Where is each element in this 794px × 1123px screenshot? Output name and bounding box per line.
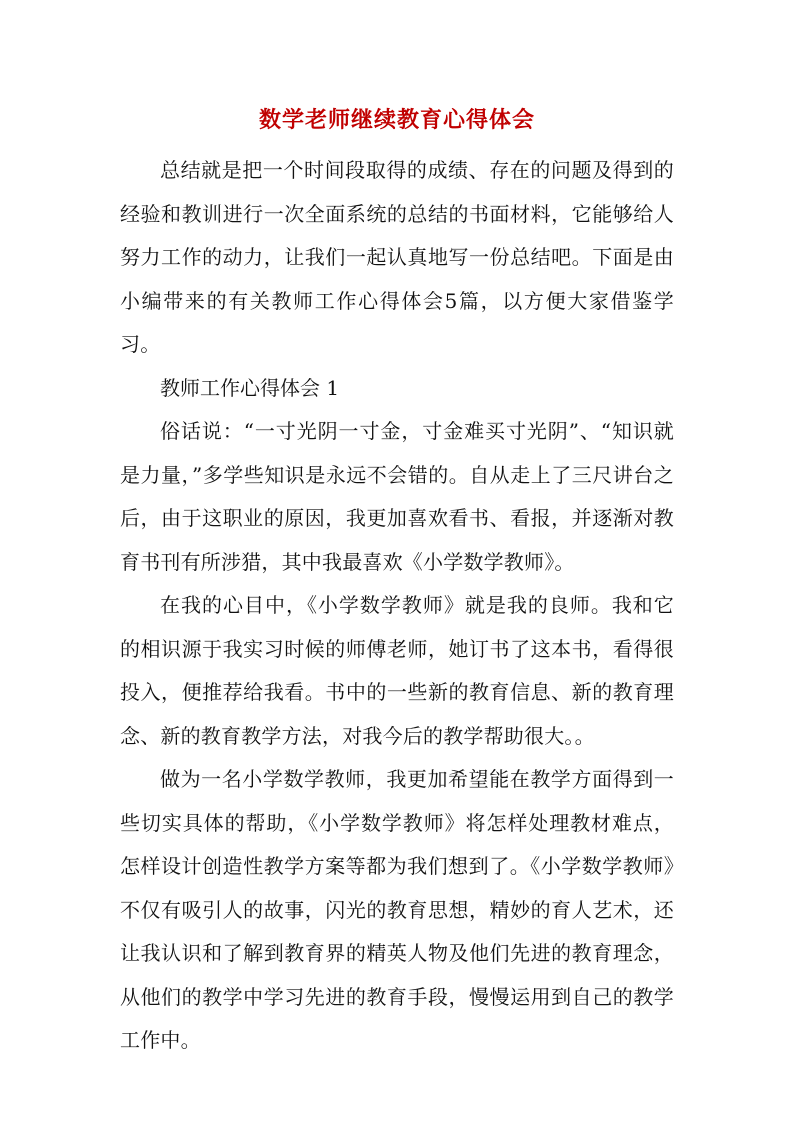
section-heading: 教师工作心得体会 1	[160, 375, 340, 400]
body-paragraph-2: 在我的心目中，《小学数学教师》就是我的良师。我和它的相识源于我实习时候的师傅老师，她订书了这本书，看得很投入，便推荐给我看。书中的一些新的教育信息、新的教育理念、新的教育教学方法，对我今后的教学帮助很大。。	[120, 593, 674, 748]
document-title: 数学老师继续教育心得体会	[258, 107, 535, 133]
intro-paragraph: 总结就是把一个时间段取得的成绩、存在的问题及得到的经验和教训进行一次全面系统的总结的书面材料，它能够给人努力工作的动力，让我们一起认真地写一份总结吧。下面是由小编带来的有关教师工作心得体会5篇，以方便大家借鉴学习。	[120, 158, 674, 356]
body-paragraph-3: 做为一名小学数学教师，我更加希望能在教学方面得到一些切实具体的帮助，《小学数学教师》将怎样处理教材难点，怎样设计创造性教学方案等都为我们想到了。《小学数学教师》不仅有吸引人的故事，闪光的教育思想，精妙的育人艺术，还让我认识和了解到教育界的精英人物及他们先进的教育理念，从他们的教学中学习先进的教育手段，慢慢运用到自己的教学工作中。	[120, 767, 674, 1052]
body-paragraph-1: 俗话说：“一寸光阴一寸金，寸金难买寸光阴”、“知识就是力量，”多学些知识是永远不会错的。自从走上了三尺讲台之后，由于这职业的原因，我更加喜欢看书、看报，并逐渐对教育书刊有所涉猎，其中我最喜欢《小学数学教师》。	[120, 419, 674, 574]
